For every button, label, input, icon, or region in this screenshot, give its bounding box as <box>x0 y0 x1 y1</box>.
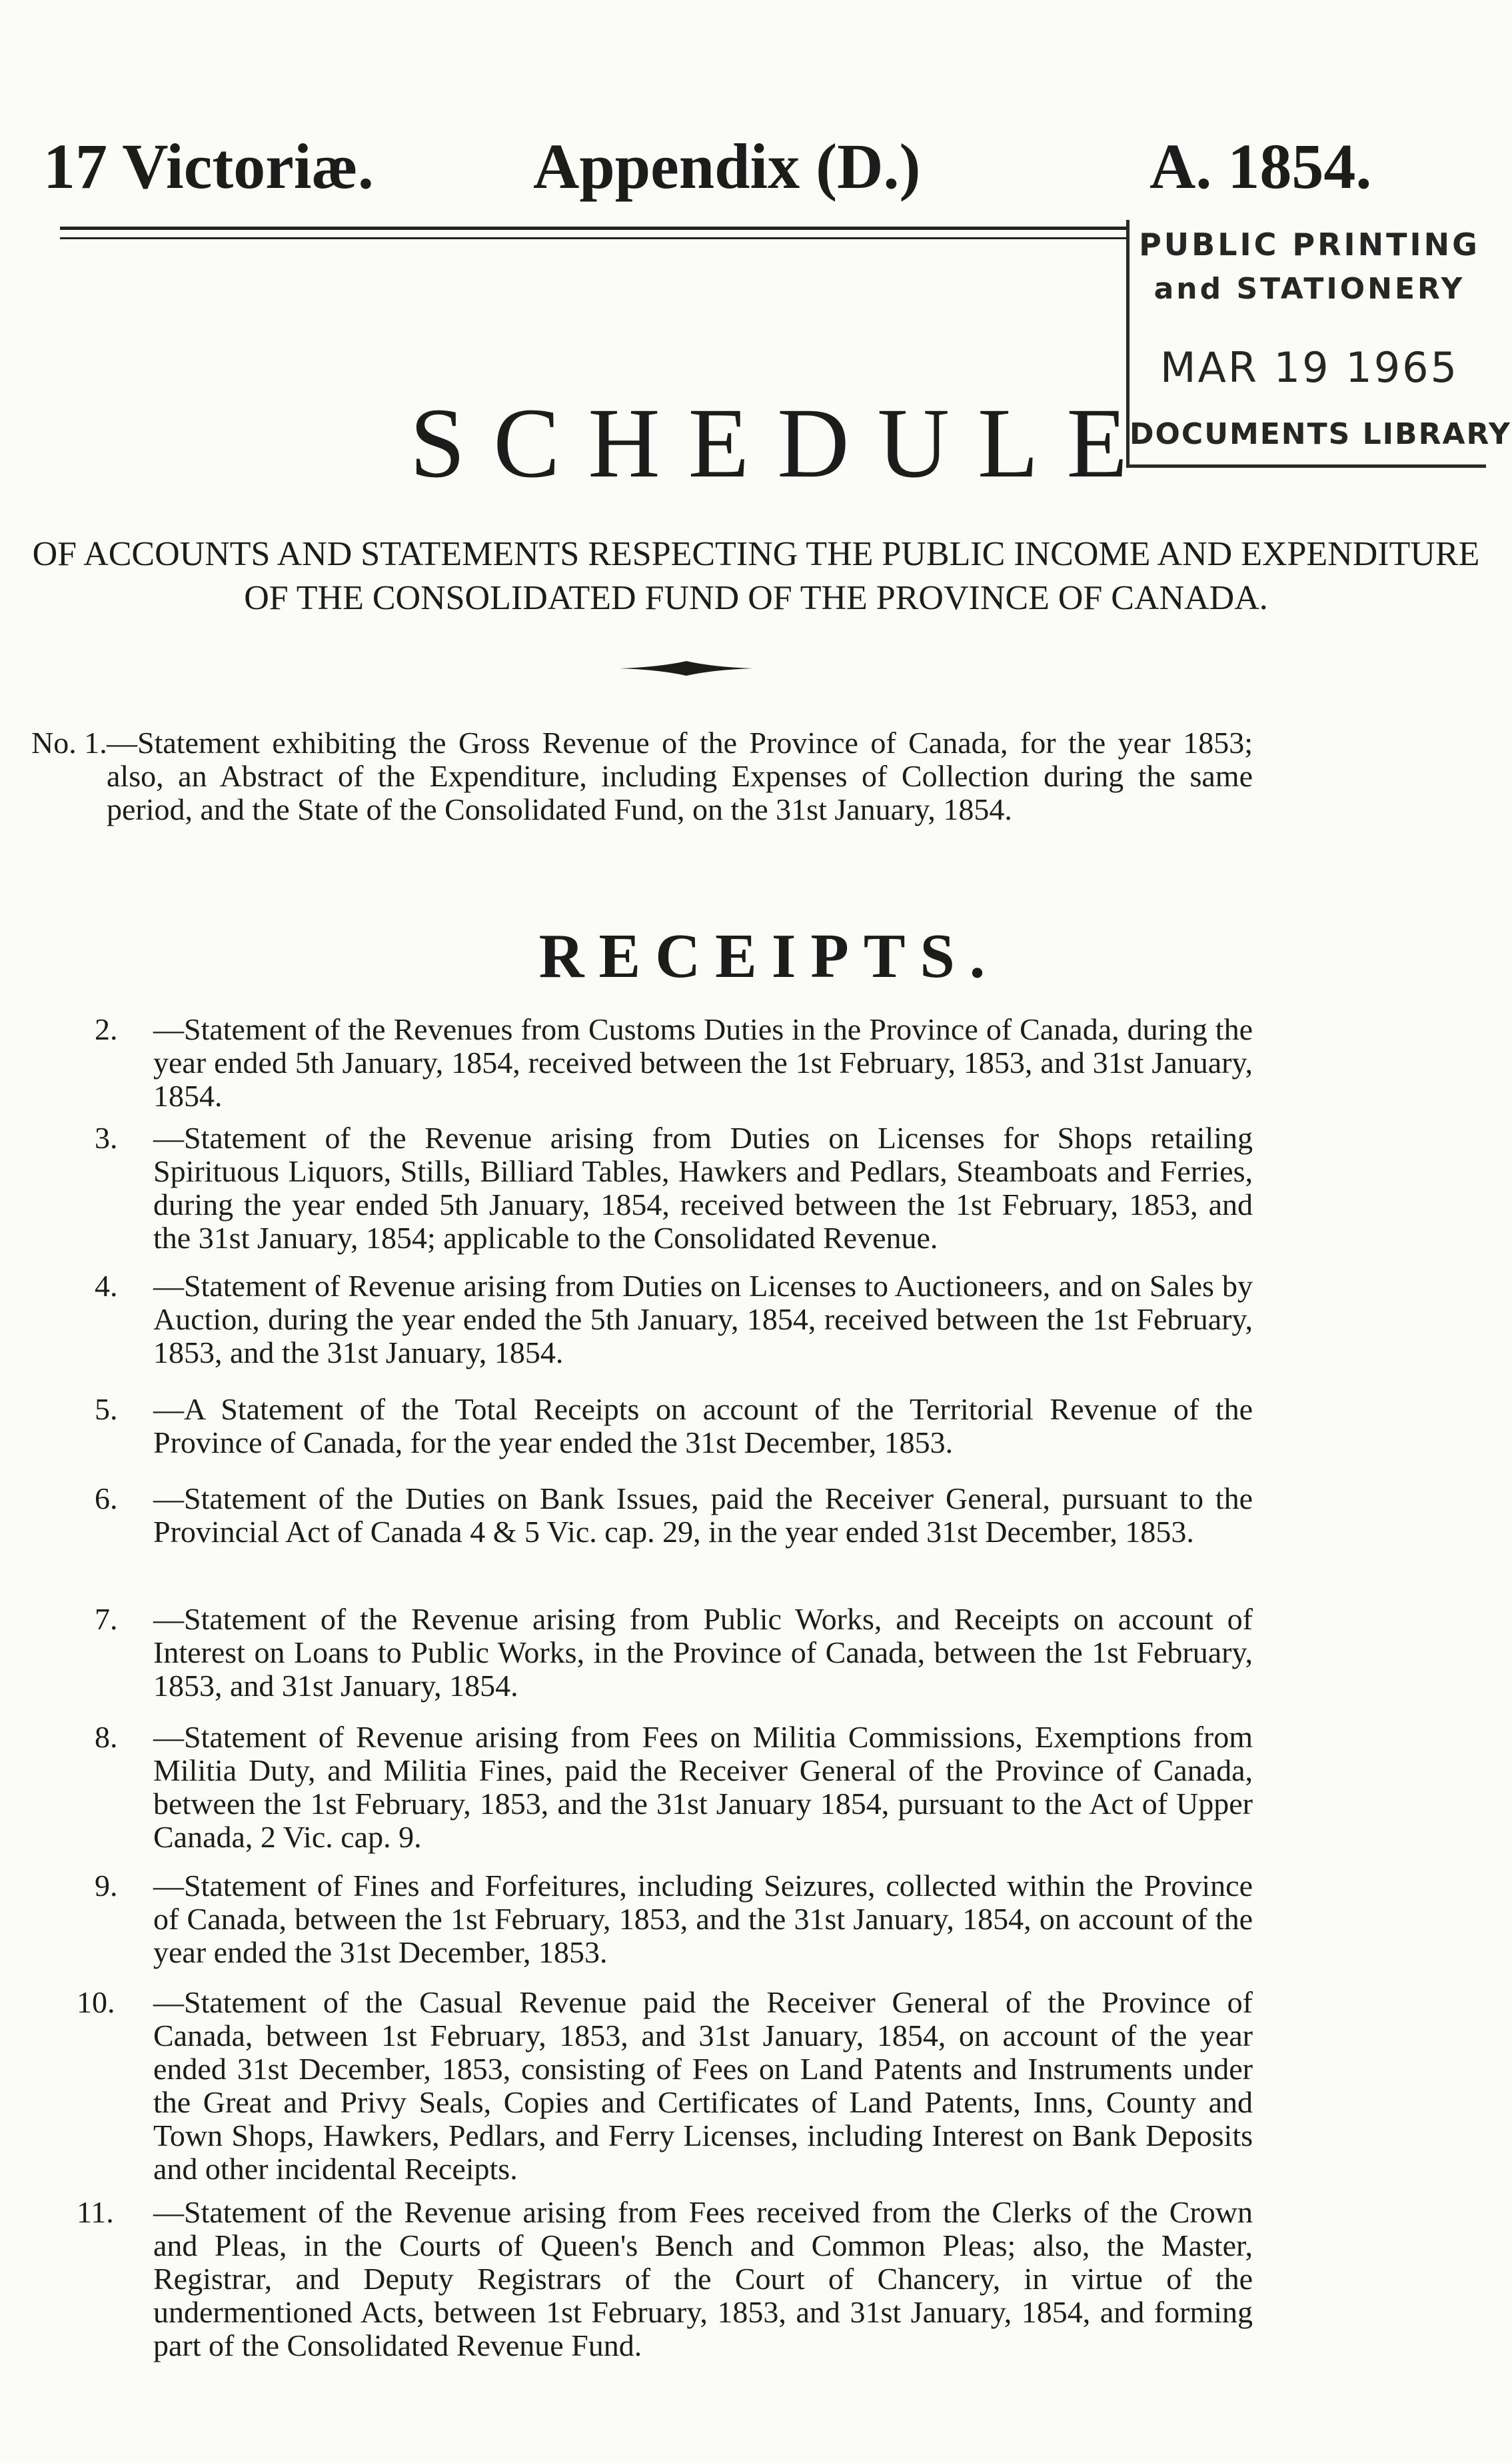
stamp-line-2: and STATIONERY <box>1153 272 1465 306</box>
item-text: —Statement of the Revenue arising from Fees received from the Clerks of the Crown and Pleas, in the Courts of Queen's Bench and Common Pleas; also, the Master, Registrar, and Deputy Registrars of the Court of Chancery, in virtue of the undermentioned Acts, between 1st February, 1853, and 31st January, 1854, and forming part of the Consolidated Revenue Fund. <box>153 2195 1253 2362</box>
section-heading-receipts: RECEIPTS. <box>538 922 1000 991</box>
item-text: —Statement of Revenue arising from Duties on Licenses to Auctioneers, and on Sales by Auction, during the year ended the 5th January, 1854, received between the 1st February, 1853, and the 31st January, 1854. <box>153 1269 1253 1369</box>
item-text: —Statement of the Revenue arising from Public Works, and Receipts on account of Interest on Loans to Public Works, in the Province of Canada, between the 1st February, 1853, and 31st January, 1854. <box>153 1602 1253 1703</box>
list-item-11 <box>77 2195 1253 2362</box>
list-item-3 <box>95 1121 1253 1255</box>
stamp-date: MAR 19 1965 <box>1159 343 1459 392</box>
list-item-6 <box>95 1481 1253 1549</box>
stamp-line-4: DOCUMENTS LIBRARY <box>1130 417 1511 451</box>
intro-number: No. 1. <box>31 726 107 760</box>
list-item-10 <box>77 1985 1253 2186</box>
header-regnal-year: 17 Victoriæ. <box>43 131 374 202</box>
item-text: —Statement of Fines and Forfeitures, including Seizures, collected within the Province of Canada, between the 1st February, 1853, and the 31st January, 1854, on account of the year ended the 31st December, 1853. <box>153 1869 1253 1969</box>
item-number: 4. <box>95 1269 118 1303</box>
item-number: 9. <box>95 1869 118 1903</box>
header-rule-thick <box>60 227 1130 230</box>
item-text: —Statement of the Duties on Bank Issues, paid the Receiver General, pursuant to the Provincial Act of Canada 4 & 5 Vic. cap. 29, in the year ended 31st December, 1853. <box>153 1481 1253 1549</box>
subtitle-line-2: OF THE CONSOLIDATED FUND OF THE PROVINCE OF CANADA. <box>244 579 1268 617</box>
ornament-rule <box>620 658 753 678</box>
item-number: 7. <box>95 1602 118 1636</box>
list-item-8 <box>95 1720 1253 1854</box>
header-rule-thin <box>60 237 1130 239</box>
page-title: SCHEDULE <box>409 388 1156 498</box>
list-item-4 <box>95 1269 1253 1369</box>
item-number: 10. <box>77 1985 115 2019</box>
item-text: —Statement of the Revenues from Customs Duties in the Province of Canada, during the year ended 5th January, 1854, received between the 1st February, 1853, and 31st January, 1854. <box>153 1012 1253 1113</box>
list-item-2 <box>95 1012 1253 1113</box>
item-number: 8. <box>95 1720 118 1754</box>
header-appendix: Appendix (D.) <box>533 131 921 202</box>
item-text: —Statement of the Revenue arising from Duties on Licenses for Shops retailing Spirituous Liquors, Stills, Billiard Tables, Hawkers and Pedlars, Steamboats and Ferries, during the year ended 5th January, 1854, received between the 1st February, 1853, and the 31st January, 1854; applicable to the Consolidated Revenue. <box>153 1121 1253 1255</box>
list-item-5 <box>95 1392 1253 1459</box>
list-item-7 <box>95 1602 1253 1703</box>
statement-intro <box>31 726 1253 826</box>
item-number: 2. <box>95 1012 118 1046</box>
header-year: A. 1854. <box>1149 131 1372 202</box>
item-number: 5. <box>95 1392 118 1426</box>
subtitle-line-1: OF ACCOUNTS AND STATEMENTS RESPECTING THE PUBLIC INCOME AND EXPENDITURE <box>32 535 1480 573</box>
item-number: 11. <box>77 2195 114 2229</box>
intro-text: —Statement exhibiting the Gross Revenue of the Province of Canada, for the year 1853; also, an Abstract of the Expenditure, including Expenses of Collection during the same period, and the State of the Consolidated Fund, on the 31st January, 1854. <box>107 726 1253 826</box>
stamp-line-1: PUBLIC PRINTING <box>1139 227 1480 263</box>
item-number: 3. <box>95 1121 118 1155</box>
list-item-9 <box>95 1869 1253 1969</box>
item-text: —Statement of Revenue arising from Fees on Militia Commissions, Exemptions from Militia Duty, and Militia Fines, paid the Receiver General of the Province of Canada, between the 1st February, 1853, and the 31st January 1854, pursuant to the Act of Upper Canada, 2 Vic. cap. 9. <box>153 1720 1253 1854</box>
item-text: —Statement of the Casual Revenue paid the Receiver General of the Province of Canada, between 1st February, 1853, and 31st January, 1854, on account of the year ended 31st December, 1853, consisting of Fees on Land Patents and Instruments under the Great and Privy Seals, Copies and Certificates of Land Patents, Inns, County and Town Shops, Hawkers, Pedlars, and Ferry Licenses, including Interest on Bank Deposits and other incidental Receipts. <box>153 1985 1253 2186</box>
item-number: 6. <box>95 1481 118 1515</box>
item-text: —A Statement of the Total Receipts on account of the Territorial Revenue of the Province of Canada, for the year ended the 31st December, 1853. <box>153 1392 1253 1459</box>
